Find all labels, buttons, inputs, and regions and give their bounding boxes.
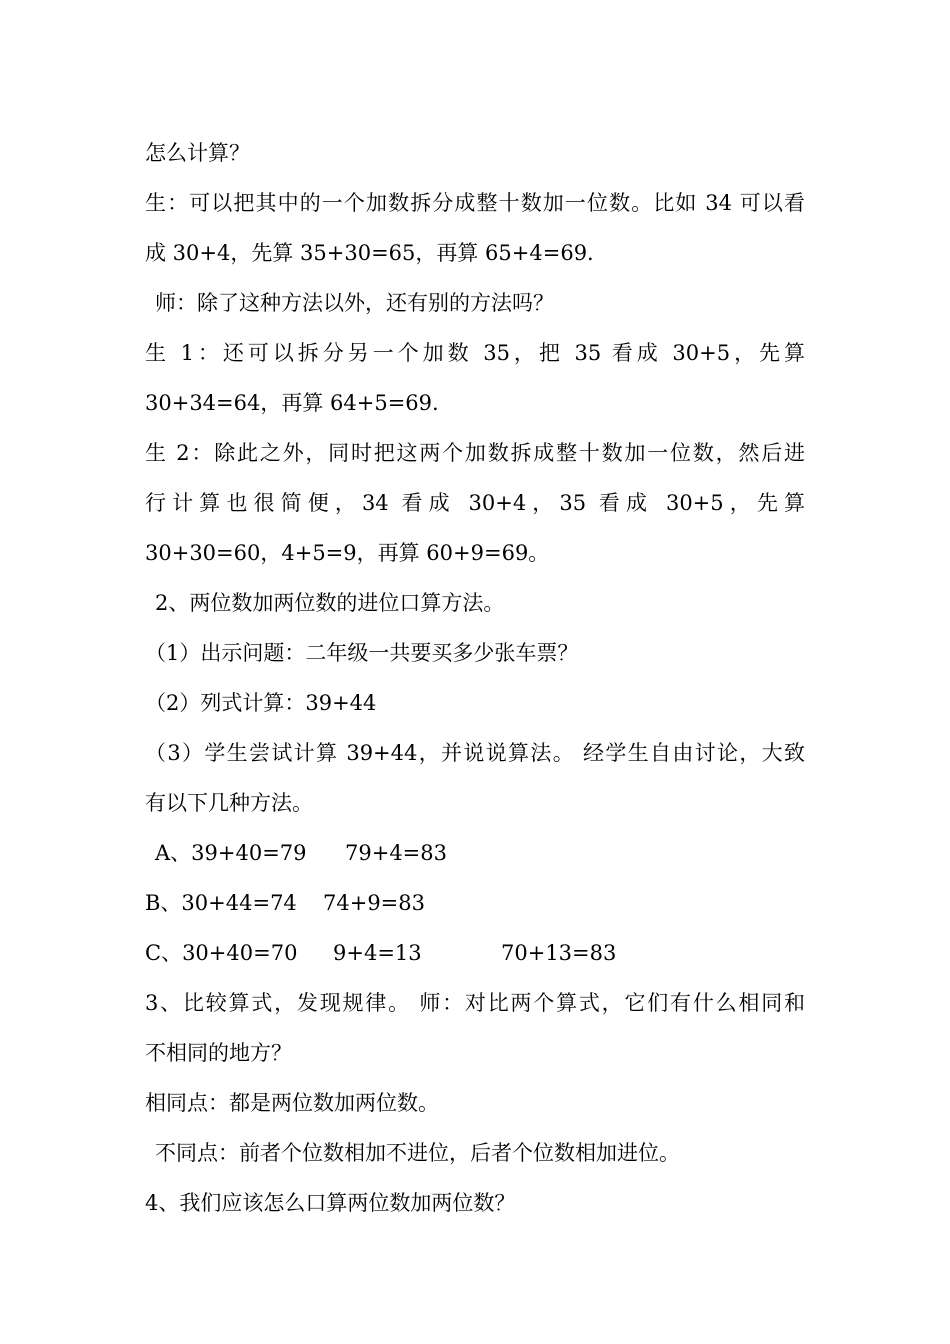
text-line: 生 2：除此之外，同时把这两个加数拆成整十数加一位数，然后进 xyxy=(145,441,805,465)
text-line: 生：可以把其中的一个加数拆分成整十数加一位数。比如 34 可以看 xyxy=(145,191,805,215)
method-c-step-3: 70+13=83 xyxy=(501,941,617,965)
text-line: 有以下几种方法。 xyxy=(145,791,313,815)
section-heading: 2、两位数加两位数的进位口算方法。 xyxy=(155,591,505,615)
text-line: 30+30=60，4+5=9，再算 60+9=69。 xyxy=(145,541,550,565)
method-c-step-1: C、30+40=70 xyxy=(145,941,298,965)
text-line: 相同点：都是两位数加两位数。 xyxy=(145,1091,439,1115)
section-heading: 4、我们应该怎么口算两位数加两位数？ xyxy=(145,1191,516,1215)
text-line: 30+34=64，再算 64+5=69. xyxy=(145,391,439,415)
text-line: 不同点：前者个位数相加不进位，后者个位数相加进位。 xyxy=(155,1141,680,1165)
text-line: 师：除了这种方法以外，还有别的方法吗？ xyxy=(155,291,554,315)
method-c-step-2: 9+4=13 xyxy=(333,941,422,965)
method-b-step-2: 74+9=83 xyxy=(323,891,425,915)
text-line: 生 1：还可以拆分另一个加数 35，把 35 看成 30+5，先算 xyxy=(145,341,805,365)
method-a-step-2: 79+4=83 xyxy=(345,841,447,865)
text-line: （2）列式计算：39+44 xyxy=(145,691,377,715)
text-line: 怎么计算？ xyxy=(145,141,250,165)
text-line: （1）出示问题：二年级一共要买多少张车票？ xyxy=(145,641,579,665)
text-line: 行计算也很简便，34 看成 30+4，35 看成 30+5，先算 xyxy=(145,491,805,515)
method-b-step-1: B、30+44=74 xyxy=(145,891,297,915)
text-line: （3）学生尝试计算 39+44，并说说算法。 经学生自由讨论，大致 xyxy=(145,741,805,765)
text-line: 不相同的地方？ xyxy=(145,1041,292,1065)
section-heading: 3、比较算式，发现规律。 师：对比两个算式，它们有什么相同和 xyxy=(145,991,805,1015)
method-a-step-1: A、39+40=79 xyxy=(155,841,307,865)
text-line: 成 30+4，先算 35+30=65，再算 65+4=69. xyxy=(145,241,594,265)
